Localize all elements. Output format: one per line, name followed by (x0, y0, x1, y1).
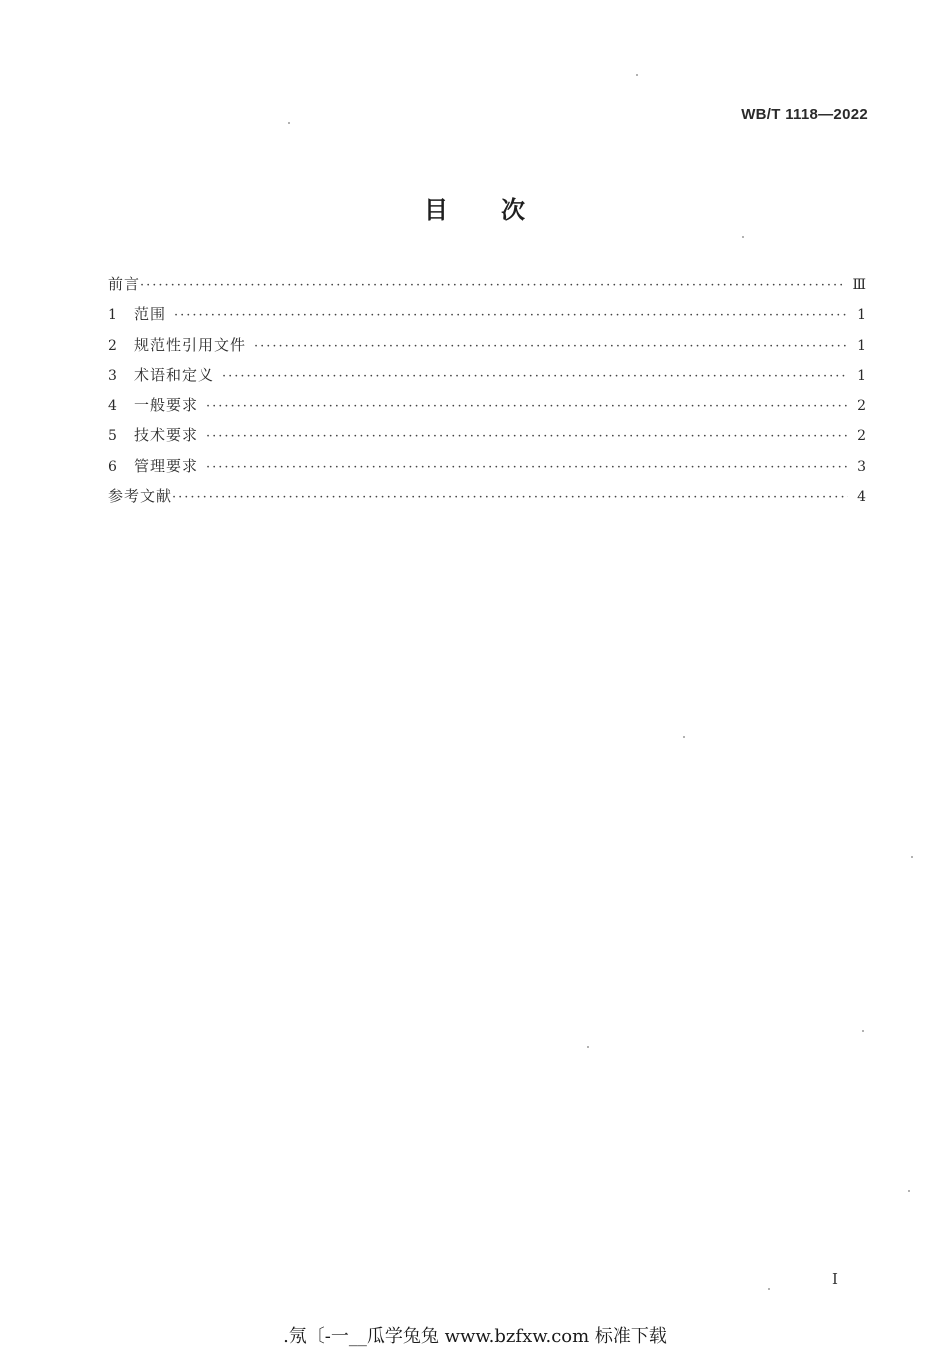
toc-entry-number: 1 (108, 307, 117, 324)
toc-entry-number: 3 (108, 367, 117, 384)
toc-leader-dots (222, 365, 848, 389)
scan-speck (768, 1288, 770, 1290)
toc-entry-scope[interactable] (108, 302, 866, 332)
toc-entry-bibliography[interactable] (108, 484, 866, 514)
toc-entry-page: 2 (857, 398, 866, 415)
page-number: I (832, 1270, 838, 1288)
toc-entry-page: 4 (857, 489, 866, 506)
toc-entry-label: 参考文献 (108, 487, 173, 506)
toc-entry-normative-references[interactable] (108, 333, 866, 363)
toc-entry-number: 5 (108, 428, 117, 445)
toc-entry-page: 3 (857, 458, 866, 475)
scan-speck (636, 74, 638, 76)
toc-entry-label: 管理要求 (134, 456, 199, 475)
toc-entry-label: 规范性引用文件 (134, 335, 247, 354)
toc-list (108, 272, 866, 514)
standard-code: WB/T 1118—2022 (741, 106, 868, 123)
toc-entry-terms-definitions[interactable] (108, 363, 866, 393)
toc-entry-label: 前言 (108, 275, 141, 293)
scan-speck (742, 236, 744, 238)
toc-entry-foreword[interactable] (108, 272, 866, 302)
toc-entry-page: 1 (857, 307, 866, 324)
toc-entry-number: 6 (108, 458, 117, 475)
watermark-text: .氖〔-一__瓜学兔兔 www.bzfxw.com 标准下载 (283, 1326, 667, 1347)
toc-entry-number: 2 (108, 337, 117, 354)
toc-leader-dots (206, 456, 848, 480)
toc-entry-technical-requirements[interactable] (108, 423, 866, 453)
toc-entry-label: 一般要求 (134, 396, 199, 415)
toc-entry-page: 1 (857, 367, 866, 384)
toc-entry-page: 1 (857, 337, 866, 354)
toc-entry-label: 术语和定义 (134, 365, 215, 384)
toc-title-part1: 目 (424, 196, 449, 224)
scan-speck (288, 122, 290, 124)
toc-leader-dots (174, 304, 848, 328)
toc-leader-dots (140, 274, 846, 298)
toc-leader-dots (172, 486, 848, 510)
toc-title-part2: 次 (501, 196, 526, 224)
toc-entry-label: 技术要求 (134, 426, 199, 445)
scan-speck (587, 1046, 589, 1048)
toc-entry-page: Ⅲ (852, 277, 866, 293)
toc-entry-number: 4 (108, 398, 117, 415)
toc-leader-dots (254, 335, 848, 359)
toc-leader-dots (206, 395, 848, 419)
toc-entry-management-requirements[interactable] (108, 454, 866, 484)
toc-entry-general-requirements[interactable] (108, 393, 866, 423)
toc-entry-page: 2 (857, 428, 866, 445)
toc-title (0, 190, 950, 225)
toc-leader-dots (206, 425, 848, 449)
scan-speck (862, 1030, 864, 1032)
toc-entry-label: 范围 (134, 305, 167, 324)
scan-speck (683, 736, 685, 738)
scan-speck (908, 1190, 910, 1192)
scan-speck (911, 856, 913, 858)
